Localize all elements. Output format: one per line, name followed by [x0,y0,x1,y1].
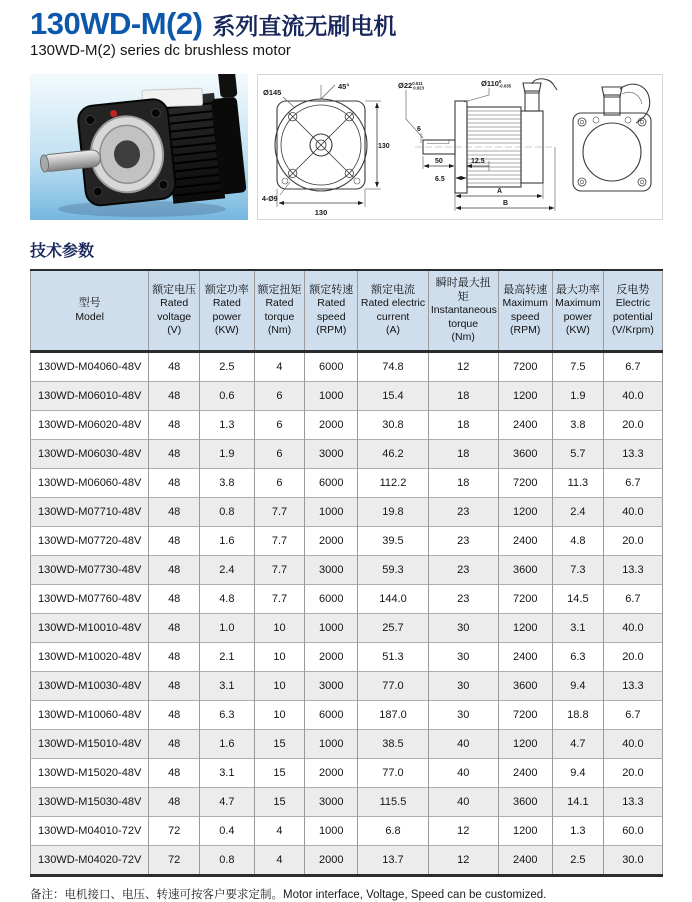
column-header: 额定电流 Rated electric current (A) [358,270,429,352]
value-cell: 74.8 [358,352,429,382]
value-cell: 187.0 [358,701,429,730]
dim-label-height130: 130 [378,142,390,150]
value-cell: 13.7 [358,846,429,876]
value-cell: 1.6 [200,730,254,759]
value-cell: 48 [149,614,200,643]
model-cell: 130WD-M10060-48V [31,701,149,730]
table-row [31,846,663,876]
value-cell: 2400 [498,643,552,672]
value-cell: 30.8 [358,411,429,440]
value-cell: 46.2 [358,440,429,469]
value-cell: 77.0 [358,672,429,701]
dim-label-key-width: 6 [417,125,421,133]
value-cell: 6 [254,469,305,498]
value-cell: 7200 [498,585,552,614]
table-row [31,556,663,585]
table-row [31,411,663,440]
value-cell: 3600 [498,788,552,817]
value-cell: 2400 [498,846,552,876]
value-cell: 10 [254,672,305,701]
table-row [31,352,663,382]
product-photo [30,74,248,220]
dim-label-dia145: Ø145 [263,87,282,97]
value-cell: 0.4 [200,817,254,846]
value-cell: 7.7 [254,527,305,556]
value-cell: 7200 [498,352,552,382]
value-cell: 19.8 [358,498,429,527]
value-cell: 18 [428,469,498,498]
value-cell: 48 [149,585,200,614]
value-cell: 23 [428,498,498,527]
value-cell: 72 [149,817,200,846]
technical-drawings-panel [257,74,663,220]
value-cell: 6.3 [200,701,254,730]
value-cell: 1.9 [552,382,603,411]
model-cell: 130WD-M04010-72V [31,817,149,846]
value-cell: 51.3 [358,643,429,672]
value-cell: 112.2 [358,469,429,498]
column-header: 额定功率 Rated power (KW) [200,270,254,352]
value-cell: 38.5 [358,730,429,759]
value-cell: 20.0 [603,527,662,556]
model-cell: 130WD-M06010-48V [31,382,149,411]
value-cell: 2000 [305,411,358,440]
model-cell: 130WD-M04020-72V [31,846,149,876]
value-cell: 14.1 [552,788,603,817]
value-cell: 20.0 [603,643,662,672]
model-cell: 130WD-M10010-48V [31,614,149,643]
value-cell: 30 [428,643,498,672]
value-cell: 40 [428,730,498,759]
column-header: 额定扭矩 Rated torque (Nm) [254,270,305,352]
model-cell: 130WD-M10020-48V [31,643,149,672]
value-cell: 5.7 [552,440,603,469]
model-cell: 130WD-M06030-48V [31,440,149,469]
value-cell: 2000 [305,527,358,556]
value-cell: 40.0 [603,498,662,527]
value-cell: 10 [254,614,305,643]
value-cell: 15 [254,759,305,788]
value-cell: 12 [428,846,498,876]
value-cell: 1000 [305,382,358,411]
value-cell: 2000 [305,643,358,672]
dim-label-shaft-dia: $Ø22^{0.011}$ 0.023 [398,80,424,91]
value-cell: 10 [254,701,305,730]
value-cell: 4.8 [200,585,254,614]
value-cell: 6000 [305,701,358,730]
value-cell: 0.8 [200,846,254,876]
value-cell: 9.4 [552,759,603,788]
value-cell: 6.7 [603,352,662,382]
value-cell: 3.8 [552,411,603,440]
spec-table-body [31,352,663,876]
value-cell: 48 [149,498,200,527]
value-cell: 48 [149,527,200,556]
value-cell: 48 [149,556,200,585]
page-title [30,8,663,41]
value-cell: 59.3 [358,556,429,585]
table-row [31,440,663,469]
value-cell: 1200 [498,614,552,643]
value-cell: 2.5 [552,846,603,876]
value-cell: 15 [254,730,305,759]
spec-table [30,269,663,878]
table-row [31,382,663,411]
value-cell: 18 [428,382,498,411]
dim-label-a: A [497,187,503,195]
value-cell: 2400 [498,759,552,788]
value-cell: 48 [149,788,200,817]
value-cell: 18 [428,440,498,469]
value-cell: 115.5 [358,788,429,817]
model-cell: 130WD-M07760-48V [31,585,149,614]
value-cell: 2.1 [200,643,254,672]
value-cell: 30 [428,701,498,730]
value-cell: 48 [149,469,200,498]
value-cell: 2000 [305,759,358,788]
value-cell: 3.1 [200,672,254,701]
value-cell: 2.4 [200,556,254,585]
model-cell: 130WD-M15020-48V [31,759,149,788]
value-cell: 7200 [498,701,552,730]
column-header: 型号 Model [31,270,149,352]
value-cell: 30 [428,672,498,701]
model-cell: 130WD-M06060-48V [31,469,149,498]
value-cell: 20.0 [603,411,662,440]
model-cell: 130WD-M15030-48V [31,788,149,817]
table-row [31,759,663,788]
table-row [31,469,663,498]
value-cell: 25.7 [358,614,429,643]
value-cell: 1200 [498,382,552,411]
series-name: 130WD-M(2) [30,6,203,41]
value-cell: 1.6 [200,527,254,556]
value-cell: 3600 [498,440,552,469]
model-cell: 130WD-M06020-48V [31,411,149,440]
model-cell: 130WD-M07710-48V [31,498,149,527]
table-row [31,643,663,672]
value-cell: 48 [149,382,200,411]
value-cell: 39.5 [358,527,429,556]
dim-label-pilot-dia: $Ø110^0$ -0.035 [481,78,512,89]
value-cell: 1.3 [200,411,254,440]
value-cell: 20.0 [603,759,662,788]
value-cell: 48 [149,759,200,788]
value-cell: 48 [149,701,200,730]
value-cell: 3000 [305,672,358,701]
value-cell: 1.3 [552,817,603,846]
table-row [31,614,663,643]
side-view-drawing [397,77,561,217]
value-cell: 1200 [498,730,552,759]
spec-table-head [31,270,663,352]
value-cell: 30.0 [603,846,662,876]
value-cell: 3600 [498,672,552,701]
value-cell: 4 [254,817,305,846]
value-cell: 4 [254,352,305,382]
value-cell: 13.3 [603,672,662,701]
value-cell: 48 [149,672,200,701]
column-header: 瞬时最大扭矩 Instantaneous torque (Nm) [428,270,498,352]
value-cell: 40.0 [603,382,662,411]
value-cell: 1000 [305,817,358,846]
value-cell: 40 [428,788,498,817]
value-cell: 1.0 [200,614,254,643]
value-cell: 18 [428,411,498,440]
value-cell: 3000 [305,556,358,585]
value-cell: 6.7 [603,701,662,730]
dim-label-angle45: 45° [338,81,350,91]
value-cell: 1000 [305,614,358,643]
rear-view-drawing [565,77,659,217]
model-cell: 130WD-M10030-48V [31,672,149,701]
value-cell: 6 [254,382,305,411]
value-cell: 144.0 [358,585,429,614]
value-cell: 7200 [498,469,552,498]
value-cell: 48 [149,643,200,672]
figures-row [30,74,663,220]
value-cell: 3.1 [200,759,254,788]
value-cell: 3.1 [552,614,603,643]
value-cell: 2400 [498,527,552,556]
value-cell: 40.0 [603,614,662,643]
value-cell: 6 [254,440,305,469]
value-cell: 7.7 [254,498,305,527]
value-cell: 6000 [305,352,358,382]
table-row [31,701,663,730]
footnote: 备注：电机接口、电压、转速可按客户要求定制。Motor interface, Voltage, Speed can be customized. [30,889,547,902]
value-cell: 48 [149,411,200,440]
model-cell: 130WD-M04060-48V [37,361,142,374]
value-cell: 1000 [305,730,358,759]
table-row [31,585,663,614]
value-cell: 0.6 [200,382,254,411]
model-cell: 130WD-M07720-48V [31,527,149,556]
value-cell: 6 [254,411,305,440]
value-cell: 10 [254,643,305,672]
value-cell: 13.3 [603,440,662,469]
value-cell: 9.4 [552,672,603,701]
dim-label-b: B [503,199,509,207]
value-cell: 6.8 [358,817,429,846]
table-row [31,788,663,817]
value-cell: 13.3 [603,556,662,585]
model-cell: 130WD-M07730-48V [31,556,149,585]
value-cell: 11.3 [552,469,603,498]
value-cell: 4.8 [552,527,603,556]
value-cell: 6000 [305,469,358,498]
value-cell: 48 [149,352,200,382]
value-cell: 1000 [305,498,358,527]
column-header: 额定电压 Rated voltage (V) [149,270,200,352]
value-cell: 14.5 [552,585,603,614]
value-cell: 18.8 [552,701,603,730]
column-header: 最大功率 Maximum power (KW) [552,270,603,352]
value-cell: 4.7 [200,788,254,817]
table-row [31,672,663,701]
dim-label-50: 50 [435,157,443,165]
column-header: 反电势 Electric potential (V/Krpm) [603,270,662,352]
value-cell: 7.3 [552,556,603,585]
value-cell: 12 [428,817,498,846]
dim-label-65: 6.5 [435,175,445,183]
dim-label-holes: 4-Ø9 [262,195,278,203]
table-row [31,527,663,556]
value-cell: 40 [428,759,498,788]
value-cell: 6000 [305,585,358,614]
value-cell: 0.8 [200,498,254,527]
dim-label-width130: 130 [314,207,328,217]
value-cell: 40.0 [603,730,662,759]
value-cell: 1200 [498,817,552,846]
value-cell: 6.3 [552,643,603,672]
value-cell: 48 [149,730,200,759]
value-cell: 1.9 [200,440,254,469]
motor-photo-illustration [30,74,248,220]
dim-label-125: 12.5 [471,157,485,165]
value-cell: 7.7 [254,585,305,614]
model-cell: 130WD-M15010-48V [31,730,149,759]
column-header: 最高转速 Maximum speed (RPM) [498,270,552,352]
value-cell: 1200 [498,498,552,527]
page-subtitle: 130WD-M(2) series dc brushless motor [30,41,291,59]
table-row [31,817,663,846]
value-cell: 4.7 [552,730,603,759]
table-row [31,498,663,527]
value-cell: 2.4 [552,498,603,527]
value-cell: 2.5 [200,352,254,382]
value-cell: 3000 [305,788,358,817]
front-view-drawing [261,77,393,217]
value-cell: 72 [149,846,200,876]
value-cell: 7.5 [552,352,603,382]
value-cell: 77.0 [358,759,429,788]
column-header: 额定转速 Rated speed (RPM) [305,270,358,352]
section-title-tech-params: 技术参数 [30,242,95,260]
value-cell: 7.7 [254,556,305,585]
value-cell: 6.7 [603,469,662,498]
value-cell: 3600 [498,556,552,585]
value-cell: 23 [428,527,498,556]
value-cell: 13.3 [603,788,662,817]
value-cell: 2400 [498,411,552,440]
value-cell: 30 [428,614,498,643]
value-cell: 3.8 [200,469,254,498]
value-cell: 12 [428,352,498,382]
value-cell: 2000 [305,846,358,876]
value-cell: 15 [254,788,305,817]
series-name-cn: 系列直流无刷电机 [212,13,397,39]
value-cell: 15.4 [358,382,429,411]
value-cell: 3000 [305,440,358,469]
value-cell: 6.7 [603,585,662,614]
value-cell: 48 [149,440,200,469]
value-cell: 23 [428,585,498,614]
table-row [31,730,663,759]
value-cell: 4 [254,846,305,876]
value-cell: 23 [428,556,498,585]
value-cell: 60.0 [603,817,662,846]
table-header-row [31,270,663,352]
